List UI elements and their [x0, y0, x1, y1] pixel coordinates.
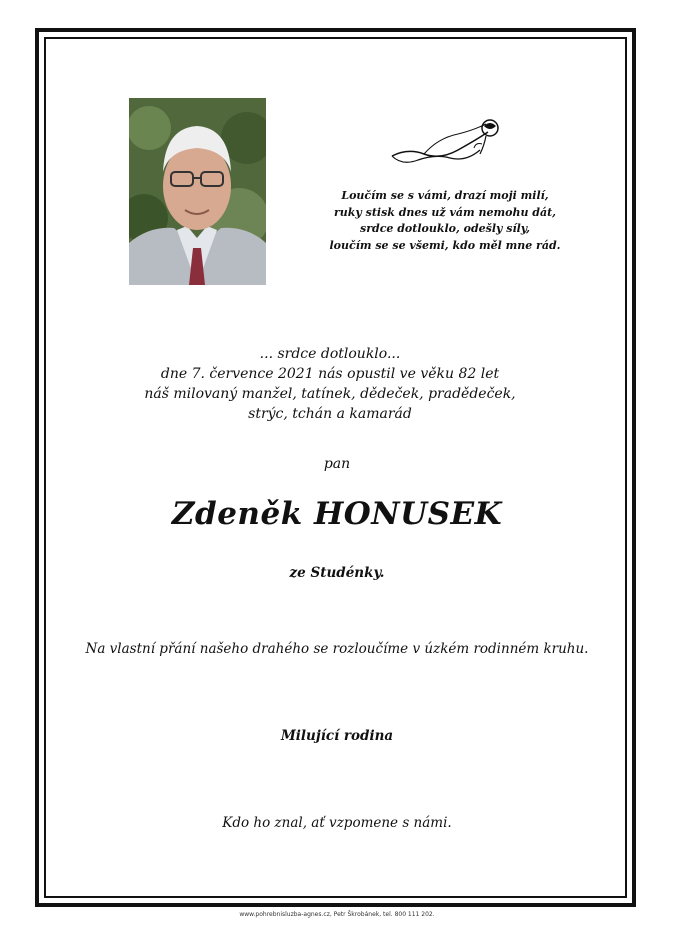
- announcement-line: ... srdce dotlouklo...: [259, 346, 401, 362]
- announcement-line: strýc, tchán a kamarád: [248, 406, 412, 422]
- announcement-line: náš milovaný manžel, tatínek, dědeček, pradědeček,: [144, 386, 516, 402]
- footer-credit: www.pohrebnisluzba-agnes.cz, Petr Škrobánek, tel. 800 111 202.: [239, 911, 435, 918]
- announcement-line: dne 7. července 2021 nás opustil ve věku 82 let: [160, 366, 500, 382]
- poem: [300, 188, 590, 254]
- announcement: [80, 344, 580, 424]
- deceased-name: Zdeněk HONUSEK: [171, 496, 503, 532]
- portrait-photo: [129, 98, 266, 285]
- rose-ribbon-icon: [388, 114, 503, 172]
- poem-line: loučím se se všemi, kdo měl mne rád.: [329, 238, 561, 252]
- origin: ze Studénky.: [289, 565, 385, 581]
- poem-line: Loučím se s vámi, drazí moji milí,: [341, 189, 549, 202]
- poem-line: ruky stisk dnes už vám nemohu dát,: [333, 205, 557, 219]
- family-signature: Milující rodina: [280, 728, 394, 744]
- closing-line: Kdo ho znal, ať vzpomene s námi.: [222, 815, 452, 831]
- poem-line: srdce dotlouklo, odešly síly,: [360, 222, 530, 235]
- salutation: pan: [323, 456, 351, 472]
- farewell-wish: Na vlastní přání našeho drahého se rozloučíme v úzkém rodinném kruhu.: [85, 641, 589, 657]
